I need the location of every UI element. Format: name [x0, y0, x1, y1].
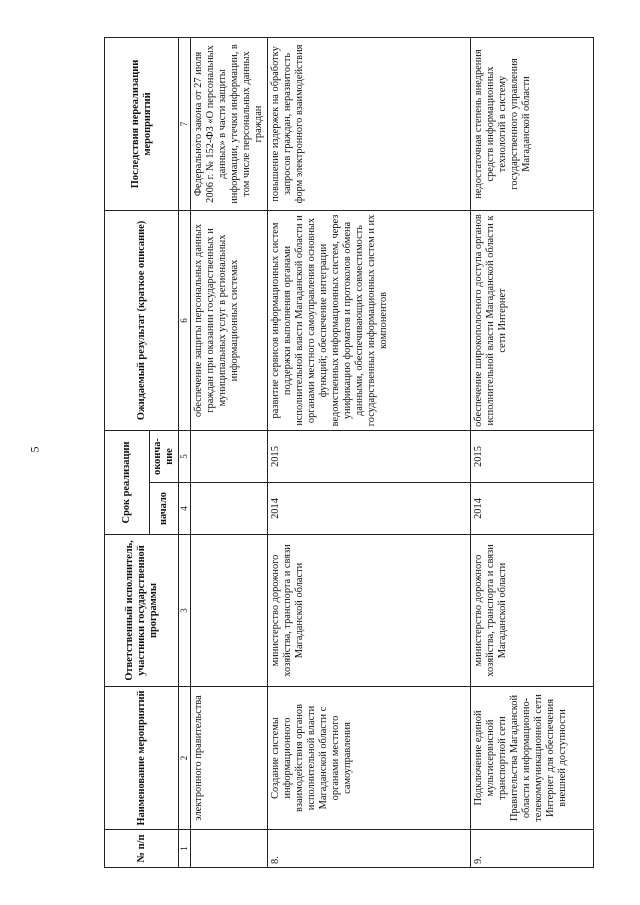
index-row: [179, 37, 191, 867]
header-num: № п/п: [105, 830, 179, 868]
index-cell: 7: [179, 37, 191, 210]
row-name: Создание системы информационного взаимодействия органов исполнительной власти Магаданской области с органами местного самоуправления: [268, 687, 471, 830]
row-consequences: недостаточная степень внедрения средств информационных технологий в систему государственного управления Магаданской области: [471, 37, 594, 210]
row-end: 2015: [471, 430, 594, 482]
table-row: [191, 37, 268, 867]
row-start: 2014: [268, 483, 471, 535]
rotated-page: [104, 38, 568, 868]
row-executor: [191, 535, 268, 687]
index-cell: 1: [179, 830, 191, 868]
index-cell: 4: [179, 483, 191, 535]
row-start: 2014: [471, 483, 594, 535]
row-num: 8.: [268, 830, 471, 868]
row-name: электронного правительства: [191, 687, 268, 830]
header-row: [105, 37, 150, 867]
row-result: обеспечение широкополосного доступа органов исполнительной власти Магаданской области к сети Интернет: [471, 210, 594, 430]
header-consequences: Последствия нереализации мероприятий: [105, 37, 179, 210]
header-end: оконча-ние: [150, 430, 179, 482]
index-cell: 6: [179, 210, 191, 430]
header-result: Ожидаемый результат (краткое описание): [105, 210, 179, 430]
header-start: начало: [150, 483, 179, 535]
row-result: обеспечение защиты персональных данных граждан при оказании государственных и муниципальных услуг в региональных информационных системах: [191, 210, 268, 430]
row-num: [191, 830, 268, 868]
index-cell: 5: [179, 430, 191, 482]
table-row: [471, 37, 594, 867]
row-consequences: Федерального закона от 27 июля 2006 г. № 152-ФЗ «О персональных данных» в части защиты информации, утечки информации, в том числе персональных данных граждан: [191, 37, 268, 210]
row-consequences: повышение издержек на обработку запросов граждан, неразвитость форм электронного взаимодействия: [268, 37, 471, 210]
row-end: 2015: [268, 430, 471, 482]
measures-table: [104, 37, 594, 868]
row-start: [191, 483, 268, 535]
row-executor: министерство дорожного хозяйства, транспорта и связи Магаданской области: [471, 535, 594, 687]
row-executor: министерство дорожного хозяйства, транспорта и связи Магаданской области: [268, 535, 471, 687]
header-name: Наименование мероприятий: [105, 687, 179, 830]
row-name: Подключение единой мультисервисной транспортной сети Правительства Магаданской области к информационно-телекоммуникационной сети Интернет для обеспечения внешней доступности: [471, 687, 594, 830]
row-end: [191, 430, 268, 482]
page-number: 5: [27, 446, 42, 453]
index-cell: 3: [179, 535, 191, 687]
header-executor: Ответственный исполнитель, участники государственной программы: [105, 535, 179, 687]
header-period: Срок реализации: [105, 430, 150, 534]
table-row: [268, 37, 471, 867]
row-result: развитие сервисов информационных систем поддержки выполнения органами исполнительной власти Магаданской области и органами местного самоуправления основных функций; обеспечение интеграции ведомственных информационных систем, через унификацию форматов и протоколов обмена данными, обеспечивающих совместимость государственных информационных систем и их компонентов: [268, 210, 471, 430]
index-cell: 2: [179, 687, 191, 830]
row-num: 9.: [471, 830, 594, 868]
